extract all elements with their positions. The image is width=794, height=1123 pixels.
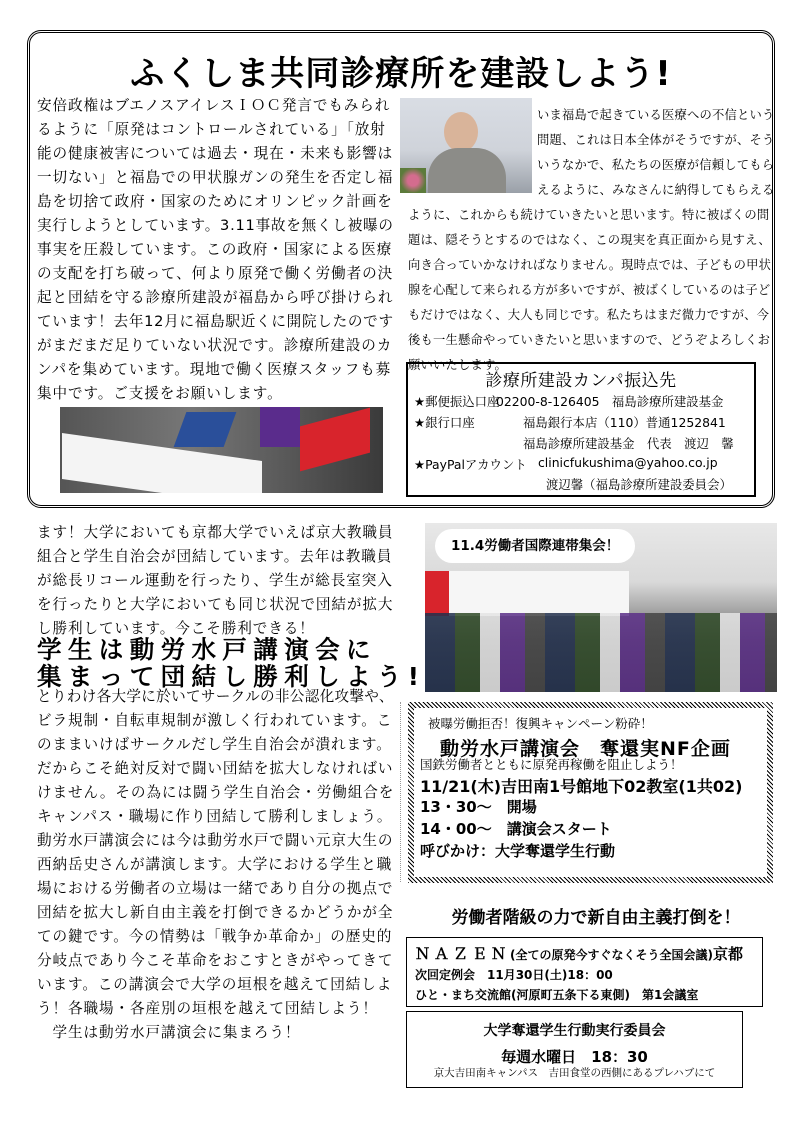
doctor-portrait-photo xyxy=(400,98,532,193)
text-line: いうなかで、私たちの医療が信頼してもら xyxy=(537,158,775,172)
page-title: ふくしま共同診療所を建設しよう! xyxy=(130,54,672,94)
event-tagline: 被曝労働拒否！復興キャンペーン粉砕！ xyxy=(428,716,653,731)
event-date-place: 11/21(木)吉田南1号館地下02教室(1共02) xyxy=(420,777,743,796)
text-line: 後も一生懸命やっていきたいと思いますので、どうぞよろしくお xyxy=(408,333,771,347)
slogan: 労働者階級の力で新自由主義打倒を！ xyxy=(451,908,741,928)
text-line: 団結を拡大し新自由主義を打倒できるかどうかが全 xyxy=(37,904,394,921)
postal-label: ★郵便振込口座 xyxy=(414,394,500,409)
rally-photo xyxy=(425,523,777,692)
text-line: だからこそ絶対反対で闘い団結を拡大しなければい xyxy=(37,760,394,777)
text-line: う！各職場・各産別の垣根を越えて団結しよう！ xyxy=(37,1000,378,1017)
text-line: けません。その為には闘う学生自治会・労働組合を xyxy=(37,784,395,801)
text-line: 問題、これは日本全体がそうですが、そう xyxy=(537,133,775,147)
text-line: 題は、隠そうとするのではなく、この現実を真正面から見すえ、 xyxy=(408,233,771,247)
nazen-name-sub: (全ての原発今すぐなくそう全国会議) xyxy=(510,948,713,962)
text-line: 分岐点であり今こそ革命をおこすときがやってきて xyxy=(37,952,394,969)
event-caller: 呼びかけ：大学奪還学生行動 xyxy=(420,842,616,860)
text-line: えるように、みなさんに納得してもらえる xyxy=(537,183,775,197)
text-line: 実行しようとしています。3.11事故を無くし被曝の xyxy=(37,217,394,234)
text-line: の支配を打ち破って、何より原発で働く労働者の決 xyxy=(37,265,394,282)
event-box xyxy=(408,702,773,883)
nazen-next-meeting: 次回定例会 11月30日(土)18：00 xyxy=(415,968,613,982)
committee-name: 大学奪還学生行動実行委員会 xyxy=(483,1023,666,1039)
text-line: ています！去年12月に福島駅近くに開院したのです xyxy=(37,313,394,330)
left-article xyxy=(37,94,395,406)
nazen-box xyxy=(406,937,763,1007)
text-line: るように「原発はコントロールされている」「放射 xyxy=(37,121,386,138)
text-line: を行ったりと大学においても同じ状況で団結が拡大 xyxy=(37,596,394,613)
nazen-name xyxy=(415,943,743,964)
text-line: 願いいたします。 xyxy=(408,358,507,372)
headline-line: 集まって団結し勝利しよう! xyxy=(37,662,426,691)
text-line: 集中です。ご支援をお願いします。 xyxy=(37,385,283,402)
text-line: 腺を心配して来られる方が多いですが、被ばくしているのは子ど xyxy=(408,283,771,297)
event-open-time: 13・30～ 開場 xyxy=(420,798,537,816)
paypal-holder: 渡辺馨（福島診療所建設委員会） xyxy=(546,477,732,492)
text-line: ように、これからも続けていきたいと思います。特に被ばくの問 xyxy=(408,208,770,222)
text-line: 一切ない」と福島での甲状腺ガンの発生を否定し福 xyxy=(37,169,394,186)
paypal-label: ★PayPalアカウント xyxy=(414,457,527,472)
bank-value: 福島銀行本店（110）普通1252841 xyxy=(523,415,726,430)
text-line: がまだまだ足りていない状況です。診療所建設のカ xyxy=(37,337,393,354)
text-line: 動労水戸講演会には今は動労水戸で闘い元京大生の xyxy=(37,832,394,849)
rally-photo-caption: 11.4労働者国際連帯集会！ xyxy=(435,529,635,563)
text-line: 学生は動労水戸講演会に集まろう！ xyxy=(37,1024,301,1041)
right-article-full xyxy=(408,203,771,378)
text-line: し勝利しています。今こそ勝利できる！ xyxy=(37,620,315,637)
text-line: 組合と学生自治会が団結しています。去年は教職員 xyxy=(37,548,393,565)
committee-box xyxy=(406,1011,743,1088)
headline xyxy=(37,635,426,691)
text-line: キャンパス・職場に作り団結して勝利しましょう。 xyxy=(37,808,393,825)
text-line: 島を切捨て政府・国家のためにオリンピック計画を xyxy=(37,193,393,210)
nazen-venue: ひと・まち交流館(河原町五条下る東側) 第1会議室 xyxy=(415,988,699,1002)
text-line: 起と団結を守る診療所建設が福島から呼び掛けられ xyxy=(37,289,394,306)
text-line: いま福島で起きている医療への不信という xyxy=(537,108,775,122)
text-line: 西納岳史さんが講演します。大学における学生と職 xyxy=(37,856,393,873)
committee-schedule: 毎週水曜日 18：30 xyxy=(501,1048,648,1066)
text-line: のままいけばサークルだし学生自治会が潰れます。 xyxy=(37,736,392,753)
event-start-time: 14・00～ 講演会スタート xyxy=(420,820,612,838)
text-line: 事実を圧殺しています。この政府・国家による医療 xyxy=(37,241,393,258)
donation-title: 診療所建設カンパ振込先 xyxy=(485,371,677,391)
text-line: 安倍政権はブエノスアイレスＩＯＣ発言でもみられ xyxy=(37,97,391,114)
postal-value: 02200-8-126405 福島診療所建設基金 xyxy=(496,394,724,409)
event-title: 動労水戸講演会 奪還実NF企画 xyxy=(440,738,731,760)
donation-box xyxy=(406,362,756,497)
nazen-city: 京都 xyxy=(713,945,744,963)
text-line: ビラ規制・自転車規制が激しく行われています。こ xyxy=(37,712,393,729)
text-line: もだけではなく、大人も同じです。私たちはまだ微力ですが、今 xyxy=(408,308,770,322)
text-line: とりわけ各大学に於いてサークルの非公認化攻撃や、 xyxy=(37,688,394,705)
bank-label: ★銀行口座 xyxy=(414,415,475,430)
text-line: ます！大学においても京都大学でいえば京大教職員 xyxy=(37,524,394,541)
lower-intro xyxy=(37,521,395,641)
text-line: 能の健康被害については過去・現在・未来も影響は xyxy=(37,145,394,162)
bank-holder: 福島診療所建設基金 代表 渡辺 馨 xyxy=(523,436,734,451)
text-line: ての鍵です。今の情勢は「戦争か革命か」の歴史的 xyxy=(37,928,393,945)
text-line: が総長リコール運動を行ったり、学生が総長室突入 xyxy=(37,572,393,589)
headline-line: 学生は動労水戸講演会に xyxy=(37,635,377,664)
right-article-wrap xyxy=(537,103,774,203)
demonstration-photo xyxy=(60,407,383,493)
committee-place: 京大吉田南キャンパス 吉田食堂の西側にあるプレハブにて xyxy=(433,1067,716,1079)
text-line: います。この講演会で大学の垣根を越えて団結しよ xyxy=(37,976,393,993)
text-line: 場における労働者の立場は一緒であり自分の拠点で xyxy=(37,880,394,897)
event-subtitle: 国鉄労働者とともに原発再稼働を阻止しよう！ xyxy=(420,757,683,772)
column-divider xyxy=(400,702,401,882)
paypal-value[interactable]: clinicfukushima@yahoo.co.jp xyxy=(538,455,718,470)
lower-body xyxy=(37,685,395,1045)
nazen-name-text: ＮＡＺＥＮ xyxy=(415,945,511,963)
text-line: ンパを集めています。現地で働く医療スタッフも募 xyxy=(37,361,392,378)
text-line: 向き合っていかなければなりません。現時点では、子どもの甲状 xyxy=(408,258,772,272)
